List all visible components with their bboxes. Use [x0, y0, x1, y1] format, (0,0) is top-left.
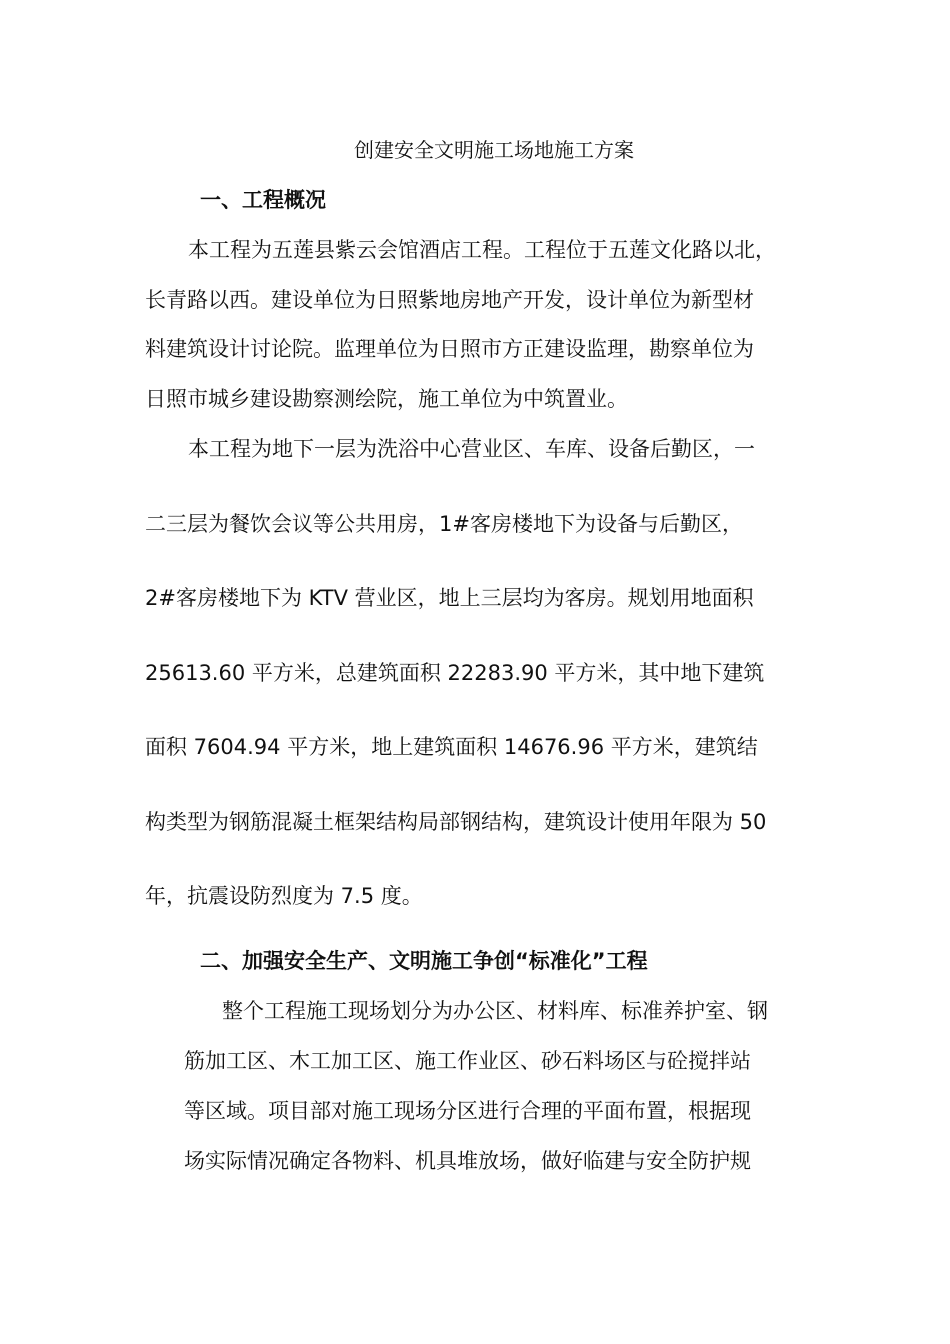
- paragraph-line: 本工程为地下一层为洗浴中心营业区、车库、设备后勤区，一: [188, 437, 755, 461]
- document-title: 创建安全文明施工场地施工方案: [354, 138, 634, 162]
- paragraph-line: 构类型为钢筋混凝土框架结构局部钢结构，建筑设计使用年限为 50: [145, 810, 767, 834]
- paragraph-line: 25613.60 平方米，总建筑面积 22283.90 平方米，其中地下建筑: [145, 661, 765, 685]
- paragraph-line: 2#客房楼地下为 KTV 营业区，地上三层均为客房。规划用地面积: [145, 586, 754, 610]
- paragraph-line: 等区域。项目部对施工现场分区进行合理的平面布置，根据现: [184, 1099, 751, 1123]
- section-1-heading: 一、工程概况: [200, 188, 326, 212]
- paragraph-line: 面积 7604.94 平方米，地上建筑面积 14676.96 平方米，建筑结: [145, 735, 758, 759]
- paragraph-line: 二三层为餐饮会议等公共用房，1#客房楼地下为设备与后勤区，: [145, 512, 743, 536]
- paragraph-line: 筋加工区、木工加工区、施工作业区、砂石料场区与砼搅拌站: [184, 1049, 751, 1073]
- section-2-heading: 二、加强安全生产、文明施工争创“标准化”工程: [200, 949, 648, 973]
- paragraph-line: 场实际情况确定各物料、机具堆放场，做好临建与安全防护规: [184, 1149, 751, 1173]
- paragraph-line: 年，抗震设防烈度为 7.5 度。: [145, 884, 423, 908]
- paragraph-line: 长青路以西。建设单位为日照紫地房地产开发，设计单位为新型材: [145, 288, 754, 312]
- paragraph-line: 本工程为五莲县紫云会馆酒店工程。工程位于五莲文化路以北，: [188, 238, 776, 262]
- paragraph-line: 日照市城乡建设勘察测绘院，施工单位为中筑置业。: [145, 387, 628, 411]
- paragraph-line: 整个工程施工现场划分为办公区、材料库、标准养护室、钢: [222, 999, 768, 1023]
- paragraph-line: 料建筑设计讨论院。监理单位为日照市方正建设监理，勘察单位为: [145, 337, 754, 361]
